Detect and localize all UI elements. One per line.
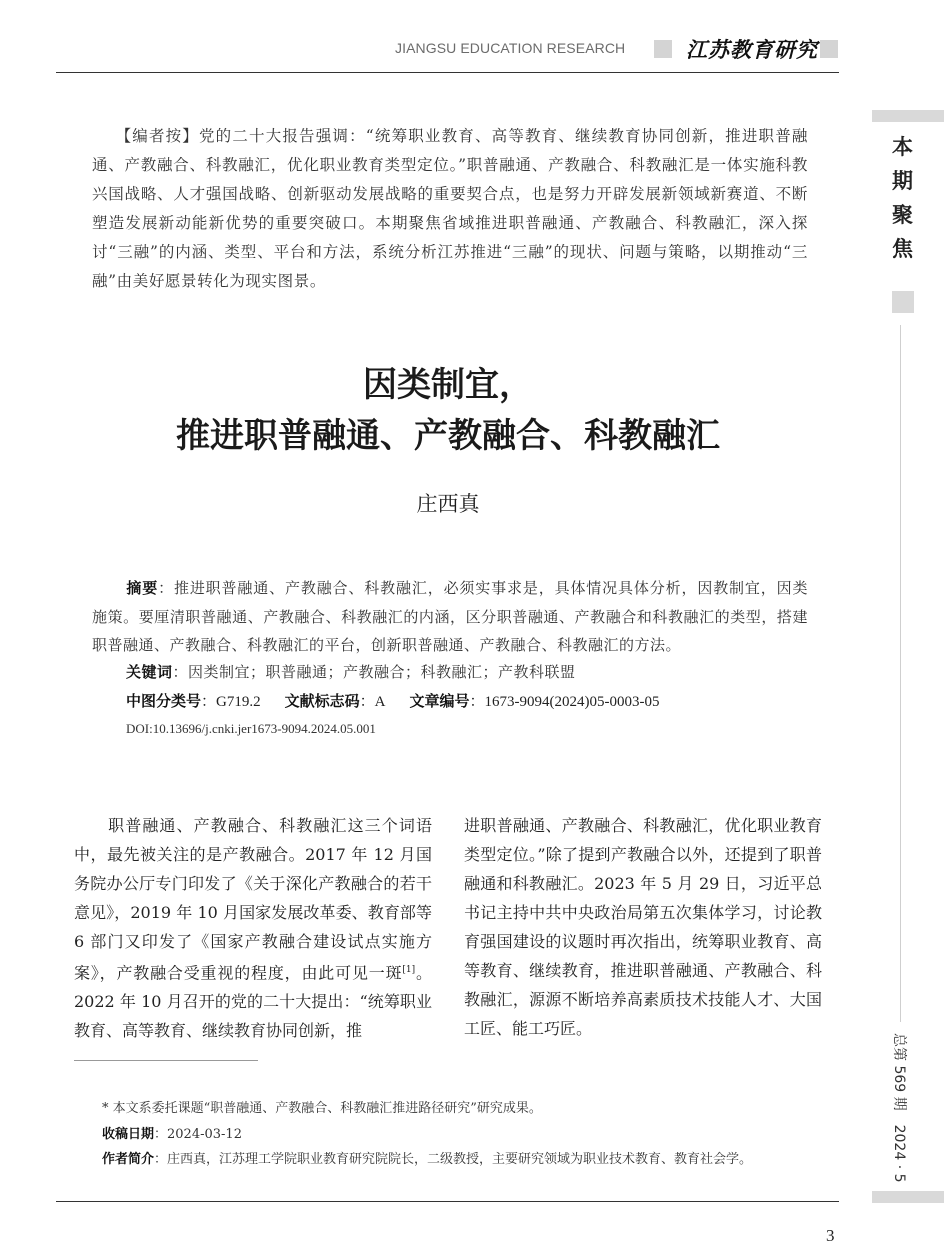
- doi: DOI:10.13696/j.cnki.jer1673-9094.2024.05.001: [126, 721, 376, 736]
- body-text-left-a: 职普融通、产教融合、科教融汇这三个词语中，最先被关注的是产教融合。2017 年 12 月国务院办公厅专门印发了《关于深化产教融合的若干意见》，2019 年 10 月国家发展改革委、教育部等 6 部门又印发了《国家产教融合建设试点实施方案》，产教融合受重视的程度，由此可见一斑: [74, 816, 432, 983]
- side-tab-block: [892, 291, 914, 313]
- author-bio-text: ：庄西真，江苏理工学院职业教育研究院院长，二级教授，主要研究领域为职业技术教育、教育社会学。: [154, 1152, 753, 1167]
- footnote-author-bio: [102, 1148, 752, 1167]
- header-rule: [56, 72, 839, 73]
- doc-code-value: ：A: [359, 694, 386, 710]
- abstract-label: 摘要: [126, 579, 159, 597]
- decorative-block: [820, 40, 838, 58]
- doc-code-label: 文献标志码: [284, 692, 360, 710]
- footnote-received: [102, 1123, 242, 1142]
- side-tab-bar-top: [872, 110, 944, 122]
- footnote-project: * 本文系委托课题“职普融通、产教融合、科教融汇推进路径研究”研究成果。: [102, 1101, 542, 1116]
- classification-line: [126, 690, 659, 711]
- keywords-text: ：因类制宜；职普融通；产教融合；科教融汇；产教科联盟: [172, 663, 576, 681]
- body-column-left: [74, 811, 432, 1045]
- received-date: ：2024-03-12: [154, 1127, 242, 1142]
- journal-name-english: JIANGSU EDUCATION RESEARCH: [395, 40, 626, 56]
- body-text-left-b: 。2022 年 10 月召开的党的二十大提出：“统筹职业教育、高等教育、继续教育协同创新，推: [74, 963, 432, 1041]
- section-label: 本期聚焦: [892, 134, 913, 261]
- keywords-label: 关键词: [126, 663, 173, 681]
- footer-rule: [56, 1201, 839, 1202]
- side-tab-line: [900, 325, 901, 1022]
- author-bio-label: 作者简介: [102, 1152, 155, 1167]
- footnote-rule: [74, 1060, 258, 1061]
- title-line-1: 因类制宜，: [363, 365, 533, 405]
- editor-note: [92, 122, 808, 296]
- editor-note-text: 党的二十大报告强调：“统筹职业教育、高等教育、继续教育协同创新，推进职普融通、产教融合、科教融汇，优化职业教育类型定位。”职普融通、产教融合、科教融汇是一体实施科教兴国战略、人才强国战略、创新驱动发展战略的重要契合点，也是努力开辟发展新领域新赛道、不断塑造发展新动能新优势的重要突破口。本期聚焦省域推进职普融通、产教融合、科教融汇，深入探讨“三融”的内涵、类型、平台和方法，系统分析江苏推进“三融”的现状、问题与策略，以期推动“三融”由美好愿景转化为现实图景。: [92, 127, 808, 290]
- abstract-text: ：推进职普融通、产教融合、科教融汇，必须实事求是，具体情况具体分析，因教制宜，因类施策。要厘清职普融通、产教融合、科教融汇的内涵，区分职普融通、产教融合和科教融汇的类型，搭建职普融通、产教融合、科教融汇的平台，创新职普融通、产教融合、科教融汇的方法。: [92, 579, 808, 654]
- issue-label: [886, 1033, 916, 1183]
- article-title: [100, 360, 796, 462]
- article-no-label: 文章编号: [409, 692, 470, 710]
- page-number: 3: [826, 1226, 835, 1245]
- keywords: [126, 661, 576, 682]
- title-line-2: 推进职普融通、产教融合、科教融汇: [176, 416, 720, 456]
- abstract: [92, 574, 808, 660]
- citation-ref[interactable]: [1]: [402, 965, 416, 975]
- journal-logo: 江苏教育研究: [686, 37, 818, 62]
- editor-note-label: 【编者按】: [115, 127, 199, 145]
- side-tab-bar-bottom: [872, 1191, 944, 1203]
- clc-value: ：G719.2: [201, 694, 261, 710]
- clc-label: 中图分类号: [126, 692, 202, 710]
- body-text-right: 进职普融通、产教融合、科教融汇，优化职业教育类型定位。”除了提到产教融合以外，还提到了职普融通和科教融汇。2023 年 5 月 29 日，习近平总书记主持中共中央政治局第五次集体学习，讨论教育强国建设的议题时再次指出，统筹职业教育、高等教育、继续教育，推进职普融通、产教融合、科教融汇，源源不断培养高素质技术技能人才、大国工匠、能工巧匠。: [464, 816, 822, 1038]
- issue-text: 总第 569 期 2024 · 5: [891, 1033, 907, 1183]
- body-column-right: [464, 811, 822, 1043]
- received-label: 收稿日期: [102, 1127, 155, 1142]
- article-no-value: ：1673-9094(2024)05-0003-05: [469, 694, 660, 710]
- author-name: 庄西真: [416, 492, 480, 516]
- decorative-block: [654, 40, 672, 58]
